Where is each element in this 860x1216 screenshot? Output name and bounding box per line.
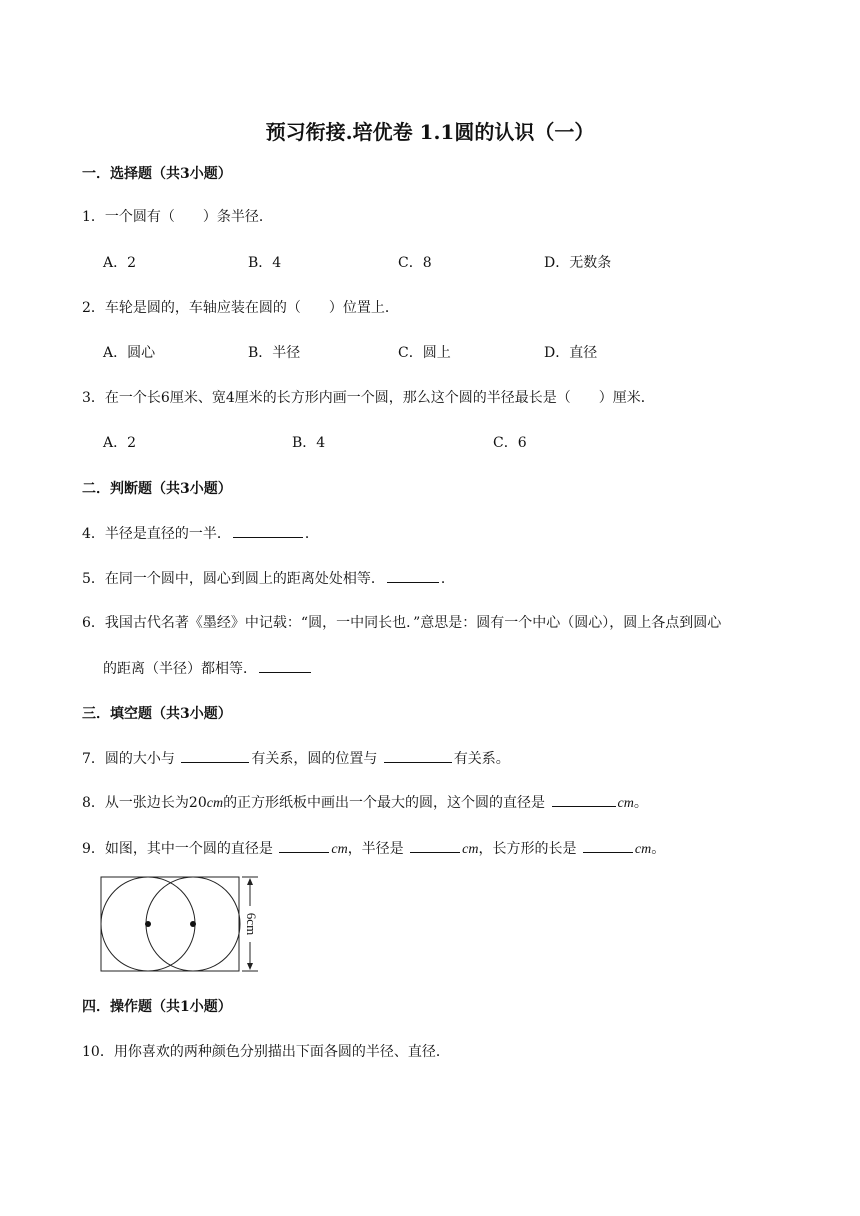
q8-unit: cm xyxy=(206,796,224,811)
answer-blank[interactable] xyxy=(181,748,249,763)
page-title: 预习衔接.培优卷 1.1圆的认识（一） xyxy=(265,120,595,144)
q5-end: ． xyxy=(440,571,455,587)
q3-option-b: B．4 xyxy=(292,435,326,451)
q1-option-a: A．2 xyxy=(103,255,137,271)
q4-text: 4．半径是直径的一半． xyxy=(82,526,231,542)
q9-unit: cm xyxy=(634,842,652,857)
q6-text: 的距离（半径）都相等． xyxy=(103,661,257,677)
q9-unit: cm xyxy=(331,842,348,857)
section-heading-judgement: 二．判断题（共3小题） xyxy=(82,481,232,497)
dimension-label: 6cm xyxy=(244,912,260,936)
q7-text-b: 有关系，圆的位置与 xyxy=(251,751,382,767)
answer-blank[interactable] xyxy=(387,568,439,583)
q9-text-b: ，半径是 xyxy=(347,841,409,857)
q7-text-c: 有关系。 xyxy=(453,751,510,767)
q3-option-c: C．6 xyxy=(493,435,527,451)
q5-text: 5．在同一个圆中，圆心到圆上的距离处处相等． xyxy=(82,571,385,587)
question-7 xyxy=(82,748,510,768)
question-6-line-2 xyxy=(103,658,313,678)
question-4 xyxy=(82,523,319,543)
answer-blank[interactable] xyxy=(552,792,616,807)
answer-blank[interactable] xyxy=(279,838,329,853)
question-5 xyxy=(82,568,455,588)
answer-blank[interactable] xyxy=(233,523,303,538)
q8-end: 。 xyxy=(633,795,648,811)
question-8 xyxy=(82,792,648,812)
answer-blank[interactable] xyxy=(410,838,460,853)
question-1: 1．一个圆有（ ）条半径． xyxy=(82,209,273,225)
left-circle-center xyxy=(145,921,151,927)
q9-text-a: 9．如图，其中一个圆的直径是 xyxy=(82,841,278,857)
q8-text-a: 8．从一张边长为20 xyxy=(82,795,207,811)
q4-end: ． xyxy=(304,526,319,542)
section-heading-fill: 三．填空题（共3小题） xyxy=(82,706,232,722)
answer-blank[interactable] xyxy=(259,658,311,673)
answer-blank[interactable] xyxy=(384,748,452,763)
arrow-down-icon xyxy=(247,963,253,970)
q1-option-d: D．无数条 xyxy=(544,255,612,271)
q1-option-b: B．4 xyxy=(248,255,282,271)
question-2: 2．车轮是圆的，车轴应装在圆的（ ）位置上． xyxy=(82,300,399,316)
arrow-up-icon xyxy=(247,878,253,885)
q2-option-b: B．半径 xyxy=(248,345,301,361)
q9-end: 。 xyxy=(651,841,666,857)
q7-text-a: 7．圆的大小与 xyxy=(82,751,180,767)
q2-option-d: D．直径 xyxy=(544,345,598,361)
q9-text-c: ，长方形的长是 xyxy=(478,841,581,857)
question-10: 10．用你喜欢的两种颜色分别描出下面各圆的半径、直径． xyxy=(82,1044,450,1060)
q9-unit: cm xyxy=(462,842,479,857)
question-6-line-1: 6．我国古代名著《墨经》中记载：“圆，一中同长也．”意思是：圆有一个中心（圆心），圆上各点到圆心 xyxy=(82,615,722,631)
rectangle xyxy=(101,877,239,971)
q8-unit-2: cm xyxy=(617,796,634,811)
section-heading-choice: 一．选择题（共3小题） xyxy=(82,166,232,182)
q9-figure xyxy=(100,874,266,978)
q8-text-b: 的正方形纸板中画出一个最大的圆，这个圆的直径是 xyxy=(223,795,550,811)
question-3: 3．在一个长6厘米、宽4厘米的长方形内画一个圆，那么这个圆的半径最长是（ ）厘米． xyxy=(82,390,655,406)
answer-blank[interactable] xyxy=(583,838,633,853)
question-9 xyxy=(82,838,665,858)
q3-option-a: A．2 xyxy=(103,435,137,451)
section-heading-operation: 四．操作题（共1小题） xyxy=(82,999,232,1015)
q2-option-a: A．圆心 xyxy=(103,345,156,361)
right-circle-center xyxy=(190,921,196,927)
circles-diagram xyxy=(100,874,266,974)
q1-option-c: C．8 xyxy=(398,255,432,271)
q2-option-c: C．圆上 xyxy=(398,345,451,361)
